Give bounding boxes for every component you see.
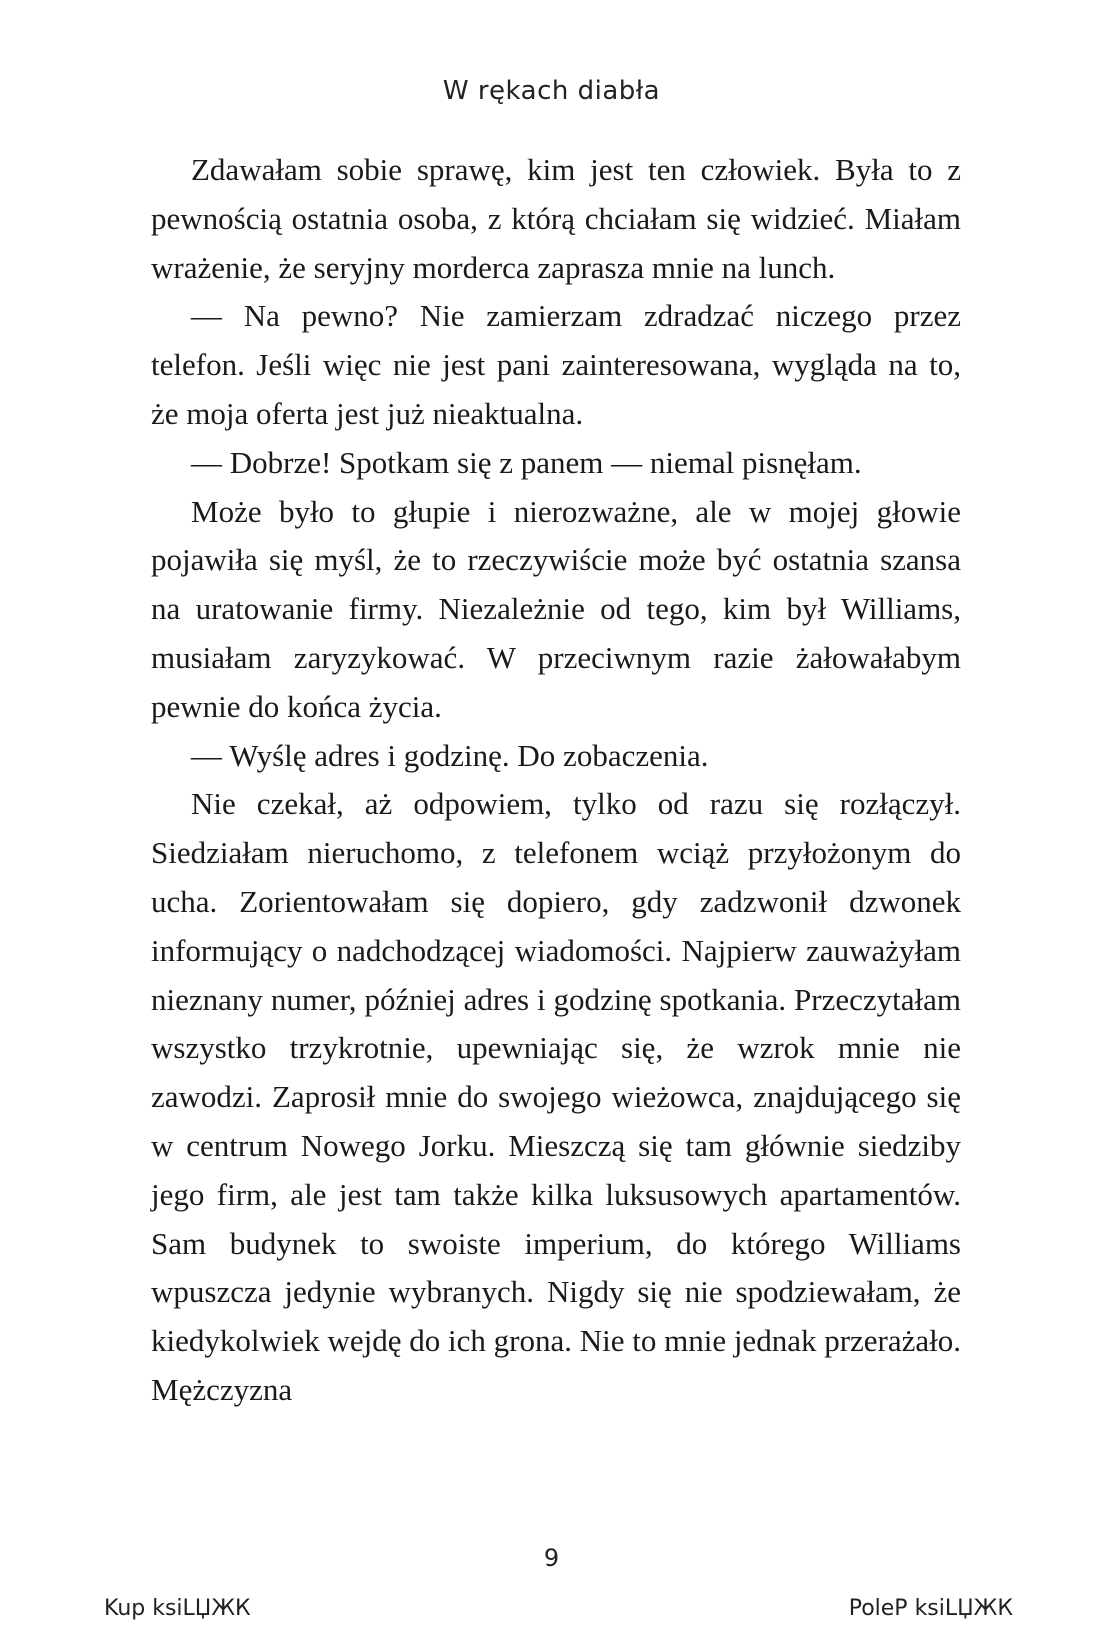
- body-text: [151, 146, 961, 1415]
- paragraph: — Na pewno? Nie zamierzam zdradzać niczego przez telefon. Jeśli więc nie jest pani zainteresowana, wygląda na to, że moja oferta jest już nieaktualna.: [151, 298, 961, 431]
- running-header: W rękach diabła: [442, 76, 661, 106]
- paragraph: Może było to głupie i nierozważne, ale w mojej głowie pojawiła się myśl, że to rzeczywiście może być ostatnia szansa na uratowanie firmy. Niezależnie od tego, kim był Williams, musiałam zaryzykować. W przeciwnym razie żałowałabym pewnie do końca życia.: [151, 493, 961, 724]
- paragraph: Nie czekał, aż odpowiem, tylko od razu się rozłączył. Siedziałam nieruchomo, z telefonem wciąż przyłożonym do ucha. Zorientowałam się dopiero, gdy zadzwonił dzwonek informujący o nadchodzącej wiadomości. Najpierw zauważyłam nieznany numer, później adres i godzinę spotkania. Przeczytałam wszystko trzykrotnie, upewniając się, że wzrok mnie nie zawodzi. Zaprosił mnie do swojego wieżowca, znajdującego się w centrum Nowego Jorku. Mieszczą się tam głównie siedziby jego firm, ale jest tam także kilka luksusowych apartamentów. Sam budynek to swoiste imperium, do którego Williams wpuszcza jedynie wybranych. Nigdy się nie spodziewałam, że kiedykolwiek wejdę do ich grona. Nie to mnie jednak przerażało. Mężczyzna: [151, 786, 962, 1407]
- paragraph: — Wyślę adres i godzinę. Do zobaczenia.: [191, 737, 709, 773]
- page-number: 9: [543, 1544, 560, 1572]
- paragraph: Zdawałam sobie sprawę, kim jest ten człowiek. Była to z pewnością ostatnia osoba, z którą chciałam się widzieć. Miałam wrażenie, że seryjny morderca zaprasza mnie na lunch.: [151, 152, 961, 285]
- recommend-book-link[interactable]: PoleP ksiLЏЖК: [848, 1596, 1013, 1621]
- buy-book-link[interactable]: Kup ksiLЏЖК: [104, 1596, 251, 1621]
- paragraph: — Dobrze! Spotkam się z panem — niemal pisnęłam.: [191, 444, 862, 480]
